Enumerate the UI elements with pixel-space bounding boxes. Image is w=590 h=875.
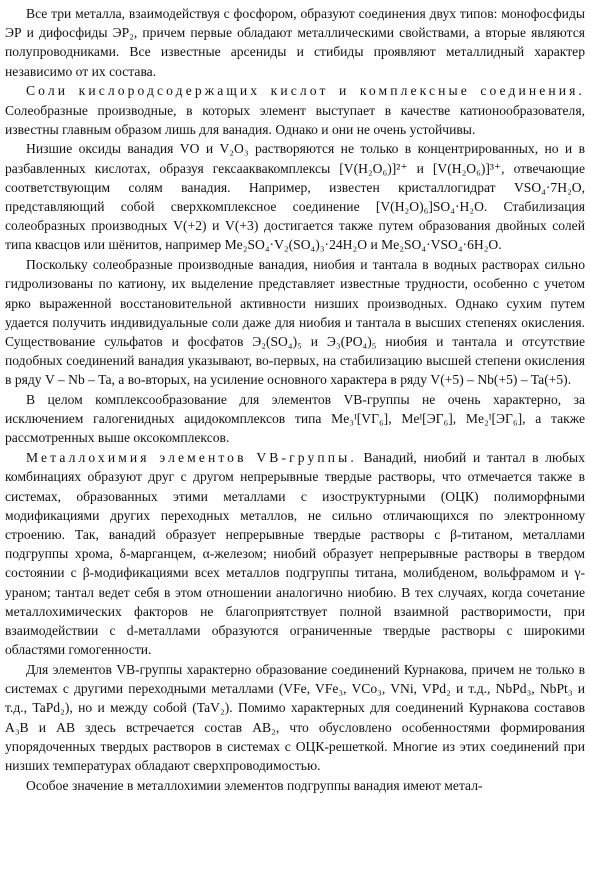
paragraph-text: Ванадий, ниобий и тантал в любых комбинациях образуют друг с другом непрерывные твердые растворы, что отмечается также в системах, образованных этими металлами с изоструктурными (ОЦК) полиморфными модификациями других переходных металлов, не сильно отличающихся по электронному строению. Так, ванадий образует непрерывные твердые растворы с β-титаном, металлами подгруппы хрома, δ-марганцем, α-железом; ниобий образует непрерывные растворы в твердом состоянии с β-модификациями всех металлов подгруппы титана, молибденом, вольфрамом и γ-ураном; тантал ведет себя в этом отношении аналогично ниобию. В тех случаях, когда сочетание металлохимических факторов не благоприятствует полной взаимной растворимости, при взаимодействии с d-металлами образуются ограниченные твердые растворы с широкими областями гомогенности.	[5, 450, 585, 658]
paragraph-text: Все три металла, взаимодействуя с фосфором, образуют соединения двух типов: монофосфиды ЭР и дифосфиды ЭР₂, причем первые обладают металлическими свойствами, а вторые являются полупроводниками. Все известные арсениды и стибиды проявляют металлидный характер независимо от их состава.	[5, 6, 585, 79]
paragraph-text: Низшие оксиды ванадия VO и V₂O₃ растворяются не только в концентрированных, но и в разбавленных кислотах, образуя гексааквакомплексы [V(H₂O₆)]²⁺ и [V(H₂O₆)]³⁺, отвечающие соответствующим солям ванадия. Например, известен кристаллогидрат VSO₄·7H₂O, представляющий собой сверхкомплексное соединение [V(H₂O)₆]SO₄·H₂O. Стабилизация солеобразных производных V(+2) и V(+3) достигается также путем образования двойных солей типа квасцов или шёнитов, например Me₂SO₄·V₂(SO₄)₃·24H₂O и Me₂SO₄·VSO₄·6H₂O.	[5, 141, 585, 253]
paragraph-complexes	[5, 390, 585, 448]
paragraph-oxyacid-salts	[5, 81, 585, 139]
section-heading-oxyacid-salts: Соли кислородсодержащих кислот и комплексные соединения.	[26, 83, 585, 99]
paragraph-text: Поскольку солеобразные производные ванадия, ниобия и тантала в водных растворах сильно гидролизованы по катиону, их выделение представляет известные трудности, особенно с учетом ярко выраженной восстановительной активности низших производных. Однако сухим путем удается получить индивидуальные соли даже для ниобия и тантала в высших степенях окисления. Существование сульфатов и фосфатов Э₂(SO₄)₅ и Э₃(PO₄)₅ ниобия и тантала и отсутствие подобных соединений ванадия указывают, во-первых, на стабилизацию высшей степени окисления в ряду V – Nb – Ta, а во-вторых, на усиление основного характера в ряду V(+5) – Nb(+5) – Ta(+5).	[5, 257, 585, 388]
paragraph-text: В целом комплексообразование для элементов VB-группы не очень характерно, за исключением галогенидных ацидокомплексов типа Me₃ᴵ[VГ₆], Meᴵ[ЭГ₆], Me₂ᴵ[ЭГ₆], а также рассмотренных выше оксокомплексов.	[5, 392, 585, 446]
paragraph-hydrolysis	[5, 255, 585, 389]
section-heading-metallochemistry: Металлохимия элементов VB-группы.	[26, 450, 357, 466]
paragraph-text: Солеобразные производные, в которых элемент выступает в качестве катионообразователя, известны главным образом лишь для ванадия. Однако и они не очень устойчивы.	[5, 102, 585, 137]
paragraph-metallochemistry	[5, 448, 585, 659]
paragraph-kurnakov-compounds	[5, 660, 585, 775]
paragraph-continuation	[5, 776, 585, 795]
paragraph-phosphides	[5, 4, 585, 81]
paragraph-text: Особое значение в металлохимии элементов подгруппы ванадия имеют метал-	[26, 777, 483, 793]
paragraph-lower-oxides	[5, 139, 585, 254]
paragraph-text: Для элементов VB-группы характерно образование соединений Курнакова, причем не только в системах с другими переходными металлами (VFe, VFe₃, VCo₃, VNi, VPd₂ и т.д., NbPd₃, NbPt₃ и т.д., TaPd₂), но и между собой (TaV₂). Помимо характерных для соединений Курнакова составов A₃B и AB здесь встречается состав AB₂, что обусловлено особенностями формирования упорядоченных твердых растворов в системах с ОЦК-решеткой. Многие из этих соединений при низших температурах обладают сверхпроводимостью.	[5, 661, 585, 773]
